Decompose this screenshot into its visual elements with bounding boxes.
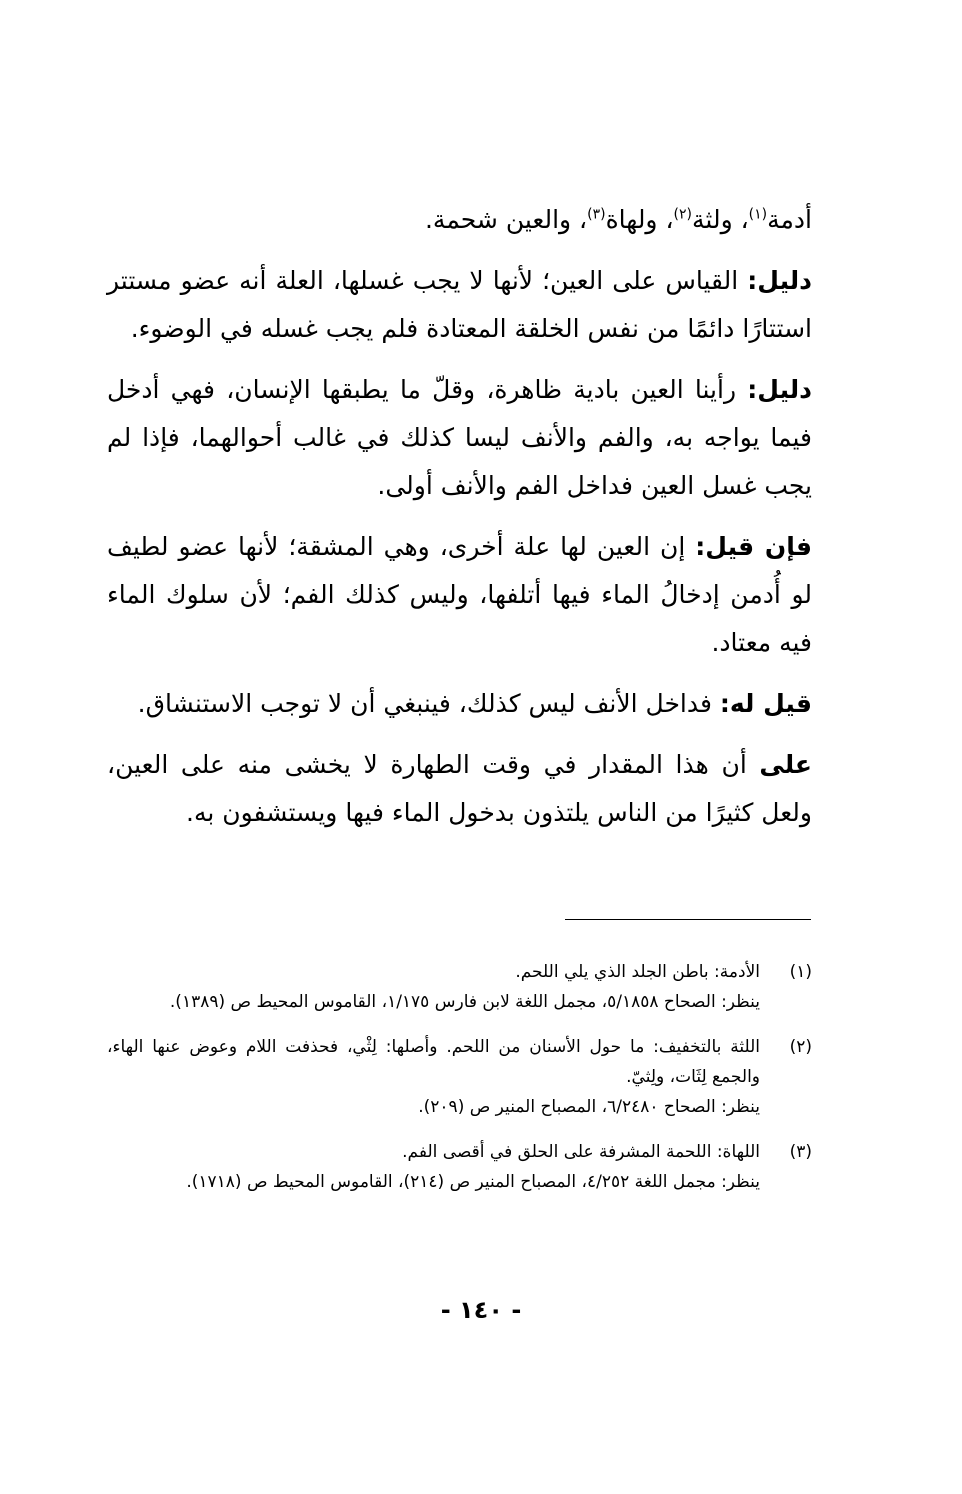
text-segment: أدمة (767, 205, 812, 234)
text-segment: ، والعين شحمة. (424, 205, 588, 234)
footnote-line: اللهاة: اللحمة المشرفة على الحلق في أقصى الفم. (402, 1142, 760, 1162)
paragraph-lead: قيل له: (719, 689, 812, 718)
footnote-number: (١) (789, 962, 812, 982)
paragraph-lead: دليل: (747, 375, 812, 404)
footnote-number: (٢) (789, 1037, 812, 1057)
footnote-separator (565, 919, 811, 920)
footnote-line: الأدمة: باطن الجلد الذي يلي اللحم. (515, 962, 760, 982)
paragraph-text: القياس على العين؛ لأنها لا يجب غسلها، العلة أنه عضو مستتر استتارًا دائمًا من نفس الخلقة المعتادة فلم يجب غسله في الوضوء. (107, 266, 812, 343)
footnote-line: ينظر: الصحاح ٦/٢٤٨٠، المصباح المنير ص (٢٠٩). (418, 1097, 760, 1117)
paragraph-lead: على (759, 750, 812, 779)
footnote-body (107, 1137, 760, 1197)
main-text (107, 196, 812, 850)
paragraph-objection (107, 523, 812, 667)
paragraph-text: أن هذا المقدار في وقت الطهارة لا يخشى منه على العين، ولعل كثيرًا من الناس يلتذون بدخول الماء فيها ويستشفون به. (107, 750, 812, 827)
footnotes (107, 957, 812, 1212)
footnote-line: ينظر: الصحاح ٥/١٨٥٨، مجمل اللغة لابن فارس ١/١٧٥، القاموس المحيط ص (١٣٨٩). (169, 992, 760, 1012)
footnote-1 (107, 957, 812, 1017)
page-number: - ١٤٠ - (440, 1296, 522, 1324)
text-segment: ، ولهاة (605, 205, 674, 234)
footnote-3 (107, 1137, 812, 1197)
footnote-line: اللثة بالتخفيف: ما حول الأسنان من اللحم. وأصلها: لِثْي، فحذفت اللام وعوض عنها الهاء، والجمع لِثَات، ولِثيّ. (107, 1037, 760, 1087)
paragraph-intro (107, 196, 812, 244)
footnote-ref-1[interactable]: (١) (748, 206, 768, 223)
paragraph-lead: فإن قيل: (695, 532, 812, 561)
footnote-ref-2[interactable]: (٢) (673, 206, 692, 223)
footnote-body (107, 1032, 760, 1122)
paragraph-evidence-2 (107, 366, 812, 510)
paragraph-reply (107, 680, 812, 728)
footnote-line: ينظر: مجمل اللغة ٤/٢٥٢، المصباح المنير ص (٢١٤)، القاموس المحيط ص (١٧١٨). (186, 1172, 760, 1192)
paragraph-text: إن العين لها علة أخرى، وهي المشقة؛ لأنها عضو لطيف لو أُدمن إدخالُ الماء فيها أتلفها، وليس كذلك الفم؛ لأن سلوك الماء فيه معتاد. (107, 532, 812, 657)
paragraph-lead: دليل: (747, 266, 812, 295)
footnote-ref-3[interactable]: (٣) (587, 206, 606, 223)
footnote-number: (٣) (789, 1142, 812, 1162)
paragraph-evidence-1 (107, 257, 812, 353)
paragraph-text: رأينا العين بادية ظاهرة، وقلّ ما يطبقها الإنسان، فهي أدخل فيما يواجه به، والفم والأنف ليسا كذلك في غالب أحوالهما، فإذا لم يجب غسل العين فداخل الفم والأنف أولى. (107, 375, 812, 500)
footnote-2 (107, 1032, 812, 1122)
footnote-body (107, 957, 760, 1017)
text-segment: ، ولثة (692, 205, 749, 234)
paragraph-conclusion (107, 741, 812, 837)
paragraph-text: فداخل الأنف ليس كذلك، فينبغي أن لا توجب الاستنشاق. (137, 689, 720, 718)
